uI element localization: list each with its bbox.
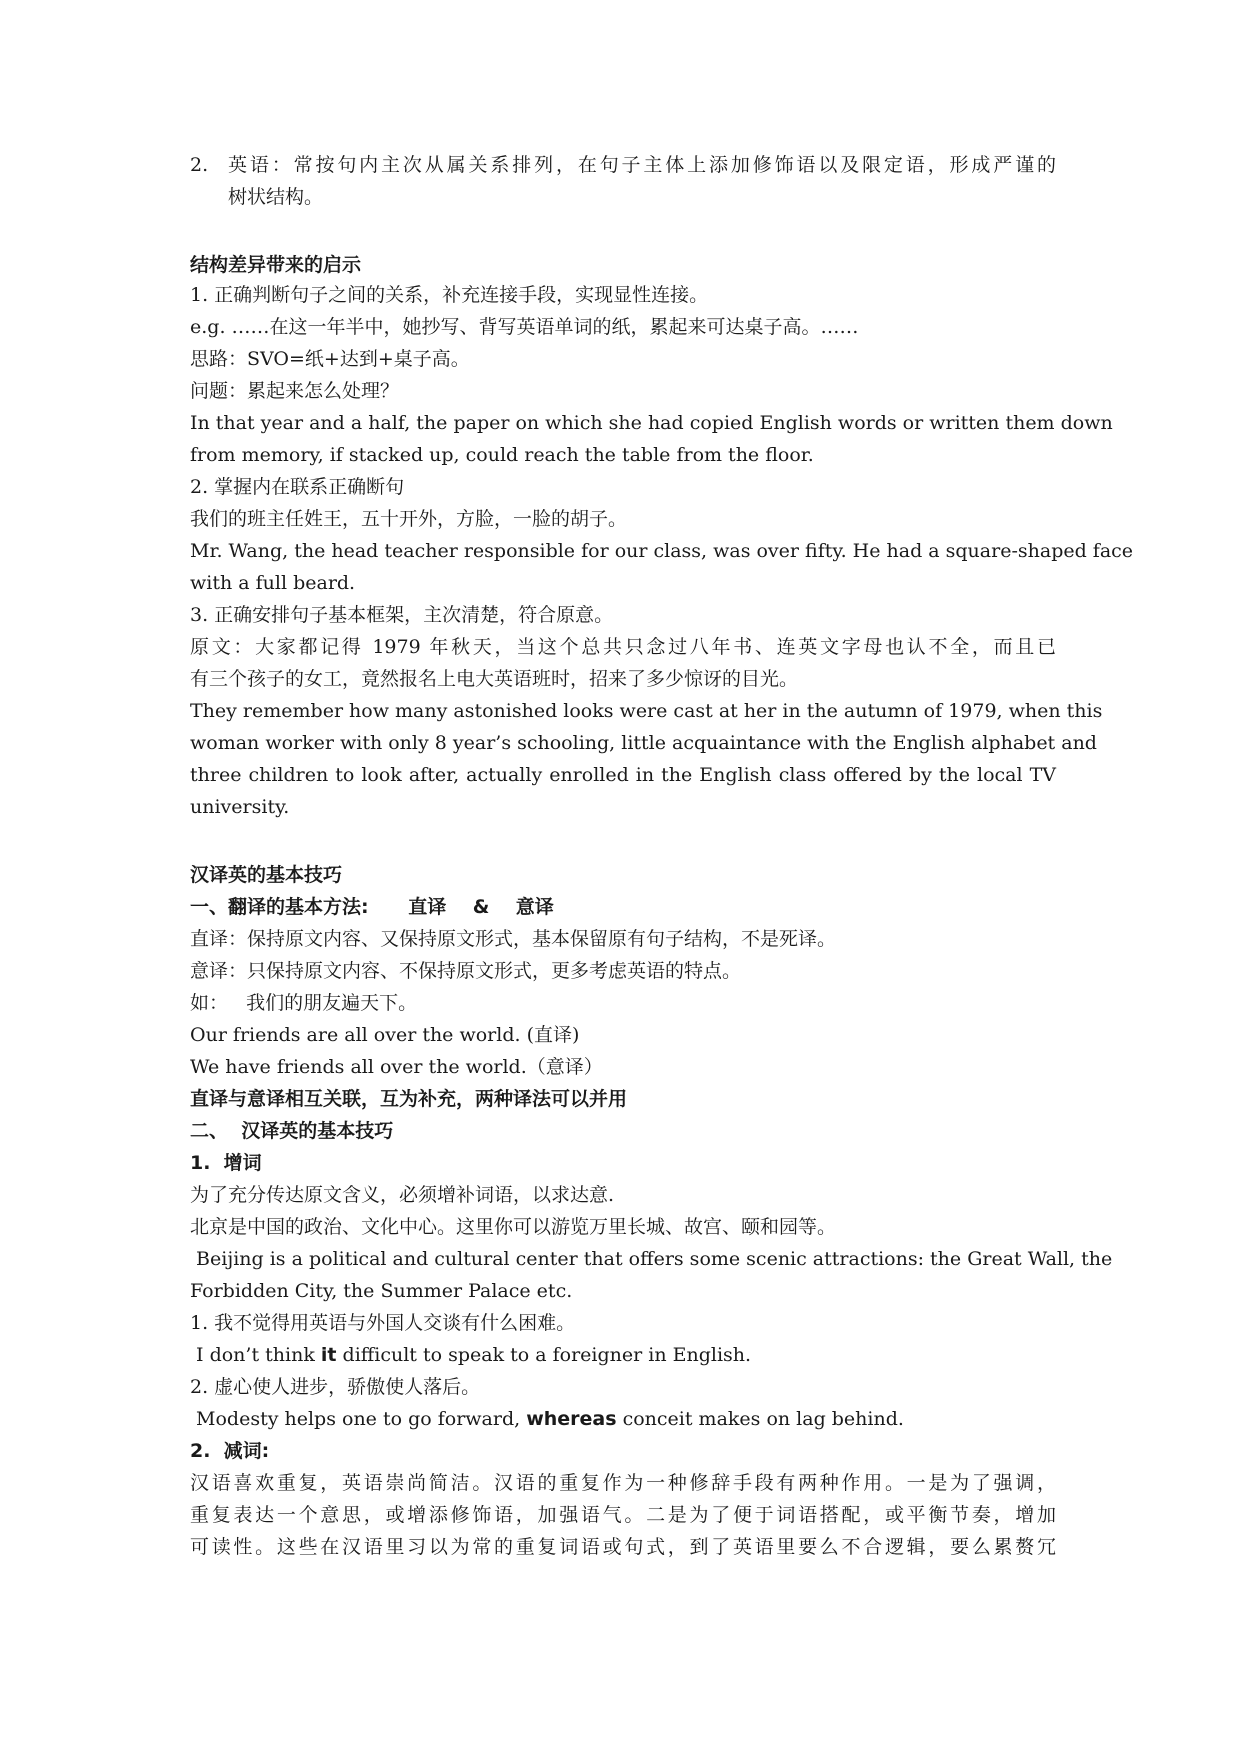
section-heading: 汉译英的基本技巧 bbox=[190, 864, 343, 886]
section-heading: 2. 减词: bbox=[190, 1440, 270, 1462]
text-line: Our friends are all over the world. (直译) bbox=[190, 1024, 580, 1046]
section-heading: 1. 增词 bbox=[190, 1152, 262, 1174]
text-line: Forbidden City, the Summer Palace etc. bbox=[190, 1280, 573, 1302]
text-line: 2. 掌握内在联系正确断句 bbox=[190, 476, 405, 498]
text-line: 原文：大家都记得 1979 年秋天，当这个总共只念过八年书、连英文字母也认不全，而且已 bbox=[190, 636, 1056, 658]
text-line: 为了充分传达原文含义，必须增补词语，以求达意. bbox=[190, 1184, 615, 1206]
text-span: Modesty helps one to go forward, bbox=[190, 1408, 527, 1430]
text-line bbox=[190, 1340, 1056, 1370]
text-line: university. bbox=[190, 796, 290, 818]
text-line: from memory, if stacked up, could reach the table from the floor. bbox=[190, 444, 814, 466]
text-line: They remember how many astonished looks were cast at her in the autumn of 1979, when this bbox=[190, 700, 1103, 722]
emphasis-word: it bbox=[320, 1344, 337, 1366]
text-line: 汉语喜欢重复，英语崇尚简洁。汉语的重复作为一种修辞手段有两种作用。一是为了强调， bbox=[190, 1472, 1056, 1494]
text-line: 树状结构。 bbox=[228, 186, 324, 208]
text-line: 意译：只保持原文内容、不保持原文形式，更多考虑英语的特点。 bbox=[190, 960, 742, 982]
text-line: 可读性。这些在汉语里习以为常的重复词语或句式，到了英语里要么不合逻辑，要么累赘冗 bbox=[190, 1536, 1056, 1558]
text-line: woman worker with only 8 year’s schooling, little acquaintance with the English alphabet and bbox=[190, 732, 1097, 754]
text-line: 2. 虚心使人进步，骄傲使人落后。 bbox=[190, 1376, 481, 1398]
emphasis-word: whereas bbox=[526, 1408, 617, 1430]
text-line: 直译：保持原文内容、又保持原文形式，基本保留原有句子结构，不是死译。 bbox=[190, 928, 837, 950]
text-line: e.g. ……在这一年半中，她抄写、背写英语单词的纸，累起来可达桌子高。…… bbox=[190, 316, 859, 338]
text-line: Mr. Wang, the head teacher responsible for our class, was over fifty. He had a square-shaped face bbox=[190, 540, 1134, 562]
text-line: 如： 我们的朋友遍天下。 bbox=[190, 992, 418, 1014]
text-line: 问题：累起来怎么处理？ bbox=[190, 380, 400, 402]
section-heading: 直译与意译相互关联，互为补充，两种译法可以并用 bbox=[190, 1088, 628, 1110]
text-line: three children to look after, actually enrolled in the English class offered by the local TV bbox=[190, 764, 1056, 786]
list-number: 2. bbox=[190, 154, 209, 176]
section-heading: 一、翻译的基本方法: 直译 & 意译 bbox=[190, 896, 554, 918]
text-line bbox=[190, 1404, 1056, 1434]
text-line: with a full beard. bbox=[190, 572, 356, 594]
text-line: Beijing is a political and cultural center that offers some scenic attractions: the Great Wall, the bbox=[190, 1248, 1113, 1270]
text-line: 思路：SVO=纸+达到+桌子高。 bbox=[190, 348, 470, 370]
text-line: 北京是中国的政治、文化中心。这里你可以游览万里长城、故宫、颐和园等。 bbox=[190, 1216, 837, 1238]
section-heading: 结构差异带来的启示 bbox=[190, 254, 362, 276]
text-span: conceit makes on lag behind. bbox=[616, 1408, 904, 1430]
section-heading: 二、 汉译英的基本技巧 bbox=[190, 1120, 394, 1142]
text-line: 3. 正确安排句子基本框架，主次清楚，符合原意。 bbox=[190, 604, 614, 626]
text-line: 有三个孩子的女工，竟然报名上电大英语班时，招来了多少惊讶的目光。 bbox=[190, 668, 799, 690]
text-line: In that year and a half, the paper on which she had copied English words or written them down bbox=[190, 412, 1113, 434]
text-line: 英语：常按句内主次从属关系排列，在句子主体上添加修饰语以及限定语，形成严谨的 bbox=[228, 154, 1056, 176]
text-span: difficult to speak to a foreigner in English. bbox=[336, 1344, 752, 1366]
text-line: 我们的班主任姓王，五十开外，方脸，一脸的胡子。 bbox=[190, 508, 628, 530]
text-span: I don’t think bbox=[190, 1344, 321, 1366]
text-line: We have friends all over the world.（意译） bbox=[190, 1056, 603, 1078]
text-line: 1. 我不觉得用英语与外国人交谈有什么困难。 bbox=[190, 1312, 576, 1334]
text-line: 重复表达一个意思，或增添修饰语，加强语气。二是为了便于词语搭配，或平衡节奏，增加 bbox=[190, 1504, 1056, 1526]
text-line: 1. 正确判断句子之间的关系，补充连接手段，实现显性连接。 bbox=[190, 284, 709, 306]
